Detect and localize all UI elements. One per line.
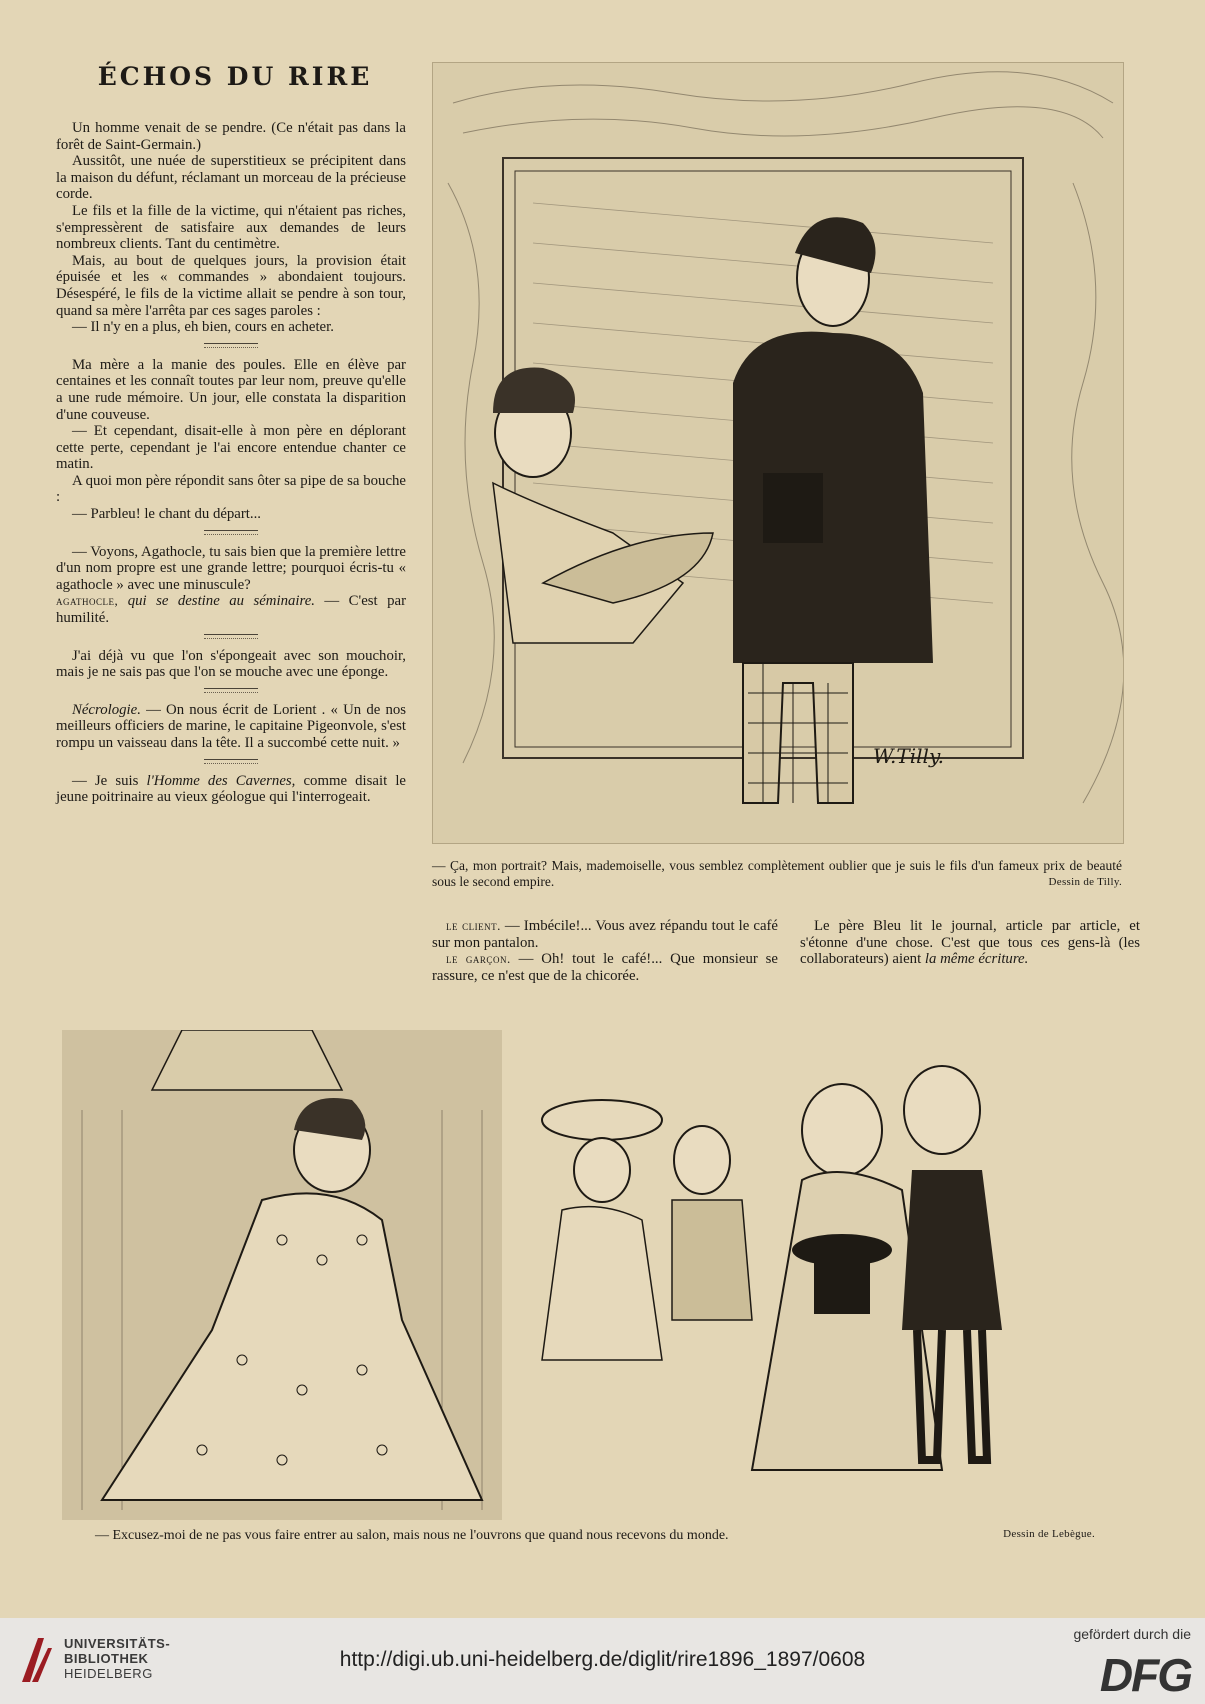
necrologie-text: — On nous écrit de Lorient . « Un de nos meilleurs officiers de marine, le capitaine Pigeonvole, s'est rompu un vaisseau dans la tête. Il a succombé cette nuit. » bbox=[56, 701, 406, 751]
caverne-post: comme disait le jeune poitrinaire au vieux géologue qui l'interrogeait. bbox=[56, 772, 407, 806]
artist-signature: W.Tilly. bbox=[873, 744, 944, 768]
reply-text: — C'est par humilité. bbox=[56, 593, 406, 627]
caption-credit: Dessin de Lebègue. bbox=[1003, 1528, 1095, 1540]
caverne-joke bbox=[56, 773, 406, 806]
funding-note: gefördert durch die bbox=[1073, 1626, 1191, 1642]
column-cafe bbox=[432, 918, 778, 984]
separator bbox=[204, 634, 258, 639]
caption-text: — Ça, mon portrait? Mais, mademoiselle, vous semblez complètement oublier que je suis le fils d'un fameux prix de beauté sous le second empire. bbox=[432, 858, 1122, 889]
client-line bbox=[432, 918, 778, 951]
separator bbox=[204, 759, 258, 764]
caption-salon bbox=[95, 1528, 1095, 1544]
paragraph: — Et cependant, disait-elle à mon père en déplorant cette perte, cependant je l'ai encore entendue chanter ce matin. bbox=[56, 423, 406, 473]
library-footer bbox=[0, 1618, 1205, 1704]
paragraph: A quoi mon père répondit sans ôter sa pipe de sa bouche : bbox=[56, 472, 406, 506]
garcon-text: — Oh! tout le café!... Que monsieur se rassure, ce n'est que de la chicorée. bbox=[432, 951, 778, 984]
paragraph: Un homme venait de se pendre. (Ce n'était pas dans la forêt de Saint-Germain.) bbox=[56, 120, 406, 153]
necrologie-label: Nécrologie. bbox=[72, 701, 141, 718]
column-pere-bleu bbox=[800, 918, 1140, 968]
garcon-label: le garçon. bbox=[446, 951, 511, 967]
speaker-name: agathocle, bbox=[56, 593, 119, 609]
portrait-drawing bbox=[433, 63, 1123, 843]
illustration-salon bbox=[62, 1030, 1142, 1520]
illustration-portrait bbox=[432, 62, 1124, 844]
paragraph: — Voyons, Agathocle, tu sais bien que la première lettre d'un nom propre est une grande lettre; pourquoi écris-tu « agathocle » avec une minuscule? bbox=[56, 543, 406, 593]
client-label: le client. bbox=[446, 918, 501, 933]
pere-bleu-italic: la même écriture. bbox=[924, 951, 1029, 968]
necrologie bbox=[56, 702, 406, 752]
permalink-url[interactable]: http://digi.ub.uni-heidelberg.de/diglit/rire1896_1897/0608 bbox=[339, 1648, 866, 1671]
caption-text: — Excusez-moi de ne pas vous faire entrer au salon, mais nous ne l'ouvrons que quand nous recevons du monde. bbox=[95, 1528, 729, 1543]
paragraph: Aussitôt, une nuée de superstitieux se précipitent dans la maison du défunt, réclamant un morceau de la précieuse corde. bbox=[56, 153, 406, 203]
caverne-italic: l'Homme des Cavernes, bbox=[146, 772, 296, 789]
paragraph: Le fils et la fille de la victime, qui n'étaient pas riches, s'empressèrent de satisfaire aux demandes de leurs nombreux clients. Tant du centimètre. bbox=[56, 202, 406, 253]
paragraph: J'ai déjà vu que l'on s'épongeait avec son mouchoir, mais je ne sais pas que l'on se mouche avec une éponge. bbox=[56, 647, 406, 681]
separator bbox=[204, 530, 258, 535]
paragraph: — Il n'y en a plus, eh bien, cours en acheter. bbox=[72, 319, 334, 336]
paragraph: Mais, au bout de quelques jours, la provision était épuisée et les « commandes » abondaient toujours. Désespéré, le fils de la victime allait se pendre à son tour, quand sa mère l'arrêta par ces sages paroles : bbox=[56, 252, 406, 319]
stage-aside: qui se destine au séminaire. bbox=[127, 593, 315, 610]
column-echos bbox=[56, 120, 406, 806]
separator bbox=[204, 688, 258, 693]
paragraph: Ma mère a la manie des poules. Elle en élève par centaines et les connaît toutes par leur nom, preuve qu'elle a une rude mémoire. Un jour, elle constata la disparition d'une couveuse. bbox=[56, 356, 406, 423]
pere-bleu-text: Le père Bleu lit le journal, article par article, et s'étonne d'une chose. C'est que tous ces gens-là (les collaborateurs) aient bbox=[800, 918, 1140, 968]
section-title: ÉCHOS DU RIRE bbox=[97, 62, 373, 91]
dfg-logo: DFG bbox=[1099, 1649, 1191, 1701]
pere-bleu-paragraph bbox=[800, 918, 1140, 968]
library-line: BIBLIOTHEK bbox=[64, 1651, 149, 1666]
library-line: HEIDELBERG bbox=[64, 1666, 153, 1681]
paragraph: — Parbleu! le chant du départ... bbox=[72, 506, 262, 523]
client-text: — Imbécile!... Vous avez répandu tout le café sur mon pantalon. bbox=[432, 918, 779, 951]
caption-credit: Dessin de Tilly. bbox=[1048, 876, 1122, 888]
caption-portrait bbox=[432, 858, 1122, 890]
library-line: UNIVERSITÄTS- bbox=[64, 1636, 171, 1651]
agathocle-reply bbox=[56, 593, 406, 626]
salon-drawing bbox=[62, 1030, 1142, 1520]
garcon-line bbox=[432, 951, 778, 984]
caverne-pre: — Je suis bbox=[72, 772, 139, 789]
separator bbox=[204, 343, 258, 348]
